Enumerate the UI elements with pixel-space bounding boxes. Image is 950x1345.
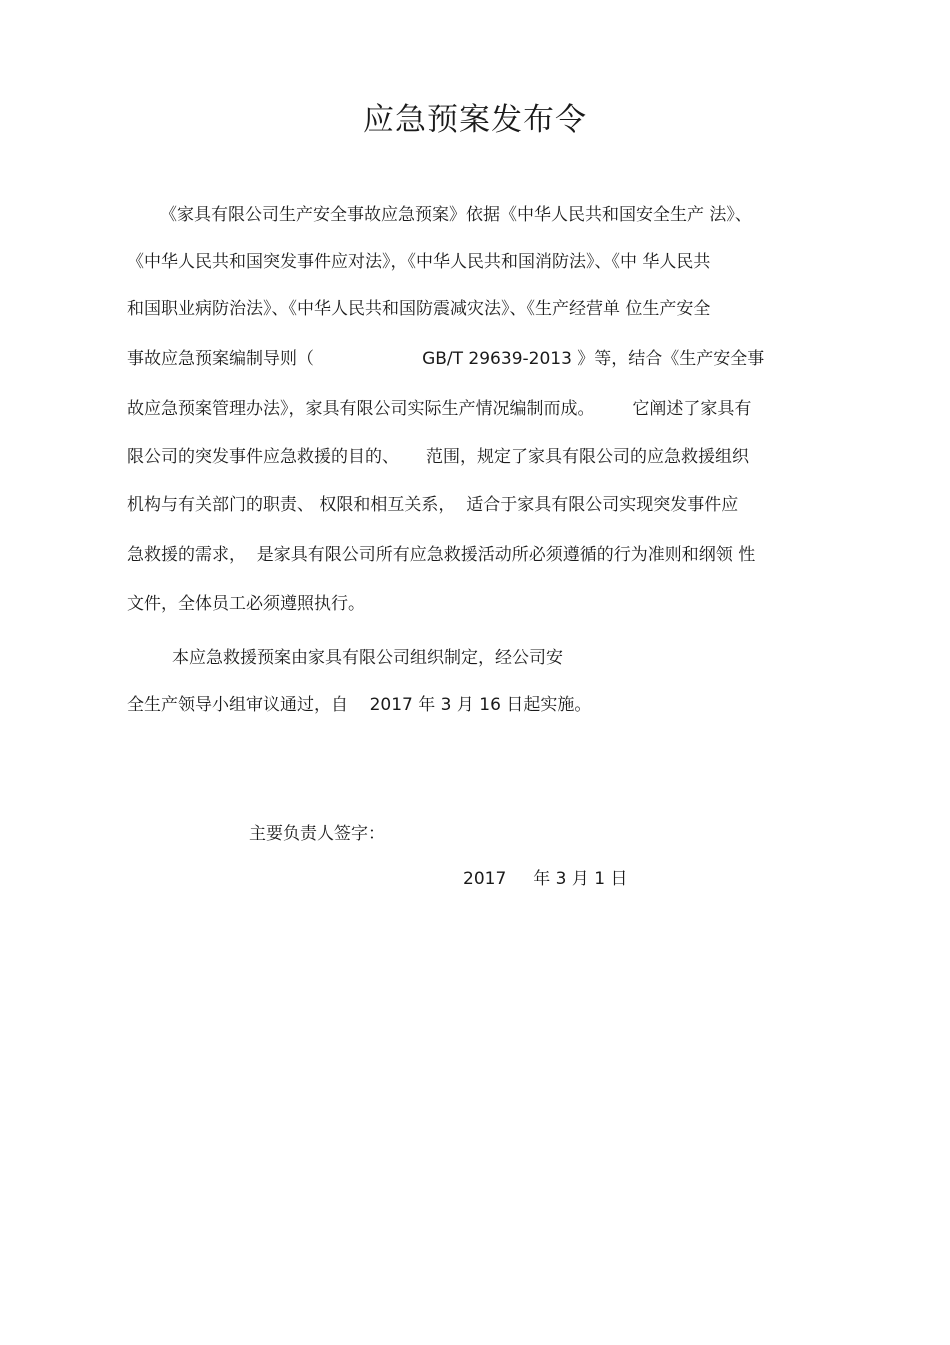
paragraph2-line-2: 全生产领导小组审议通过，自 2017 年 3 月 16 日起实施。 — [127, 695, 592, 715]
paragraph1-line-3: 和国职业病防治法》、《中华人民共和国防震减灾法》、《生产经营单 位生产安全 — [127, 299, 711, 319]
paragraph1-line-1: 《家具有限公司生产安全事故应急预案》依据《中华人民共和国安全生产 法》、 — [160, 205, 752, 225]
signature-label: 主要负责人签字： — [249, 824, 385, 844]
paragraph2-line-1: 本应急救援预案由家具有限公司组织制定，经公司安 — [172, 648, 563, 668]
paragraph1-line-5: 故应急预案管理办法》，家具有限公司实际生产情况编制而成。 它阐述了家具有 — [127, 399, 752, 419]
page-title: 应急预案发布令 — [363, 102, 587, 138]
date-line: 2017 年 3 月 1 日 — [463, 869, 628, 889]
paragraph1-line-4: 事故应急预案编制导则（ GB/T 29639-2013 》等，结合《生产安全事 — [127, 349, 765, 369]
paragraph1-line-8: 急救援的需求， 是家具有限公司所有应急救援活动所必须遵循的行为准则和纲领 性 — [127, 545, 756, 565]
paragraph1-line-6: 限公司的突发事件应急救援的目的、 范围，规定了家具有限公司的应急救援组织 — [127, 447, 750, 467]
paragraph1-line-2: 《中华人民共和国突发事件应对法》，《中华人民共和国消防法》、《中 华人民共 — [127, 252, 711, 272]
paragraph1-line-9: 文件，全体员工必须遵照执行。 — [127, 594, 365, 614]
paragraph1-line-7: 机构与有关部门的职责、 权限和相互关系， 适合于家具有限公司实现突发事件应 — [127, 495, 739, 515]
